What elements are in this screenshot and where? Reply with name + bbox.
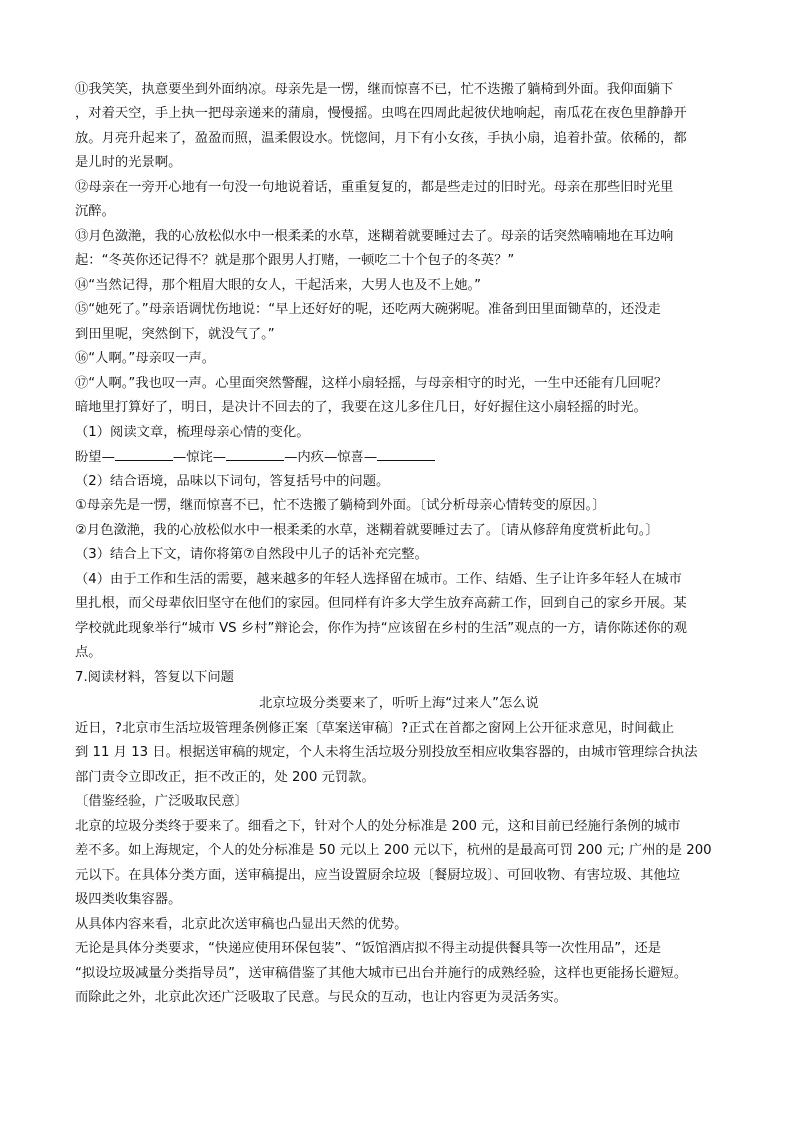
section-7-heading: 7.阅读材料，答复以下问题 — [75, 670, 234, 685]
story-line: 是儿时的光景啊。 — [75, 155, 182, 170]
story-line: 放。月亮升起来了，盈盈而照，温柔假设水。恍惚间，月下有小女孩，手执小扇，追着扑萤。依稀的，都 — [75, 131, 687, 146]
story-line: 沉醉。 — [75, 204, 115, 219]
question-4-line: 点。 — [75, 645, 102, 660]
question-2a: ①母亲先是一愣，继而惊喜不已，忙不迭搬了躺椅到外面。〔试分析母亲心情转变的原因。〕 — [75, 498, 606, 513]
question-2-title: （2）结合语境，品味以下词句，答复括号中的问题。 — [75, 474, 390, 489]
article-line: 近日，?北京市生活垃圾管理条例修正案〔草案送审稿〕?正式在首都之窗网上公开征求意见，时间截止 — [75, 721, 675, 736]
article-line: 无论是具体分类要求，“快递应使用环保包装”、“饭馆酒店拟不得主动提供餐具等一次性用品”，还是 — [75, 941, 662, 956]
question-4-line: 里扎根，而父母辈依旧坚守在他们的家园。但同样有许多大学生放弃高薪工作，回到自己的家乡开展。某 — [75, 596, 687, 611]
story-line: ，对着天空，手上执一把母亲递来的蒲扇，慢慢摇。虫鸣在四周此起彼伏地响起，南瓜花在夜色里静静开 — [75, 106, 687, 121]
chain-step: —内疚—惊喜— — [284, 450, 378, 465]
chain-step: 盼望— — [75, 450, 115, 465]
article-line: 而除此之外，北京此次还广泛吸取了民意。与民众的互动，也让内容更为灵活务实。 — [75, 990, 567, 1005]
article-line: 圾四类收集容器。 — [75, 892, 182, 907]
article-line: 北京的垃圾分类终于要来了。细看之下，针对个人的处分标准是 200 元，这和目前已经施行条例的城市 — [75, 819, 681, 834]
question-3: （3）结合上下文，请你将第⑦自然段中儿子的话补充完整。 — [75, 547, 428, 562]
article-subheading: 〔借鉴经验，广泛吸取民意〕 — [75, 794, 248, 809]
story-line: ⑫母亲在一旁开心地有一句没一句地说着话，重重复复的，都是些走过的旧时光。母亲在那些旧时光里 — [75, 180, 674, 195]
answer-blank-1[interactable] — [115, 447, 173, 461]
article-line: “拟设垃圾减量分类指导员”，送审稿借鉴了其他大城市已出台并施行的成熟经验，这样也更能扬长避短。 — [75, 966, 688, 981]
story-line: 到田里呢，突然倒下，就没气了。” — [75, 327, 275, 342]
story-line: ⑭“当然记得，那个粗眉大眼的女人，干起活来，大男人也及不上她。” — [75, 278, 482, 293]
article-title: 北京垃圾分类要来了，听听上海“过来人”怎么说 — [259, 696, 539, 711]
story-line: 起：“冬英你还记得不？就是那个跟男人打赌，一顿吃二十个包子的冬英？” — [75, 253, 515, 268]
story-line: ⑪我笑笑，执意要坐到外面纳凉。母亲先是一愣，继而惊喜不已，忙不迭搬了躺椅到外面。我仰面躺下 — [75, 82, 674, 97]
article-line: 元以下。在具体分类方面，送审稿提出，应当设置厨余垃圾〔餐厨垃圾〕、可回收物、有害垃圾、其他垃 — [75, 868, 681, 883]
article-line: 部门责令立即改正，拒不改正的，处 200 元罚款。 — [75, 770, 375, 785]
question-4-line: （4）由于工作和生活的需要，越来越多的年轻人选择留在城市。工作、结婚、生子让许多年轻人在城市 — [75, 572, 682, 587]
story-line: 暗地里打算好了，明日，是决计不回去的了，我要在这儿多住几日，好好握住这小扇轻摇的时光。 — [75, 400, 647, 415]
article-line: 差不多。如上海规定，个人的处分标准是 50 元以上 200 元以下，杭州的是最高可罚 200 元; 广州的是 200 — [75, 843, 712, 858]
story-line: ⑰“人啊。”我也叹一声。心里面突然警醒，这样小扇轻摇，与母亲相守的时光，一生中还能有几回呢？ — [75, 376, 668, 391]
question-4-line: 学校就此现象举行“城市 VS 乡村”辩论会，你作为持“应该留在乡村的生活”观点的一方，请你陈述你的观 — [75, 621, 688, 636]
chain-step: —惊诧— — [172, 450, 227, 465]
question-2b: ②月色潋滟，我的心放松似水中一根柔柔的水草，迷糊着就要睡过去了。〔请从修辞角度赏析此句。〕 — [75, 523, 659, 538]
story-line: ⑮“她死了。”母亲语调忧伤地说：“早上还好好的呢，还吃两大碗粥呢。准备到田里面锄草的，还没走 — [75, 302, 661, 317]
answer-blank-3[interactable] — [377, 447, 435, 461]
story-line: ⑬月色潋滟，我的心放松似水中一根柔柔的水草，迷糊着就要睡过去了。母亲的话突然喃喃地在耳边响 — [75, 229, 674, 244]
answer-blank-2[interactable] — [226, 447, 284, 461]
question-1-chain — [75, 447, 723, 468]
article-line: 从具体内容来看，北京此次送审稿也凸显出天然的优势。 — [75, 917, 408, 932]
article-line: 到 11 月 13 日。根据送审稿的规定，个人未将生活垃圾分别投放至相应收集容器的，由城市管理综合执法 — [75, 745, 698, 760]
question-1-title: （1）阅读文章，梳理母亲心情的变化。 — [75, 425, 310, 440]
story-line: ⑯“人啊。”母亲叹一声。 — [75, 351, 216, 366]
